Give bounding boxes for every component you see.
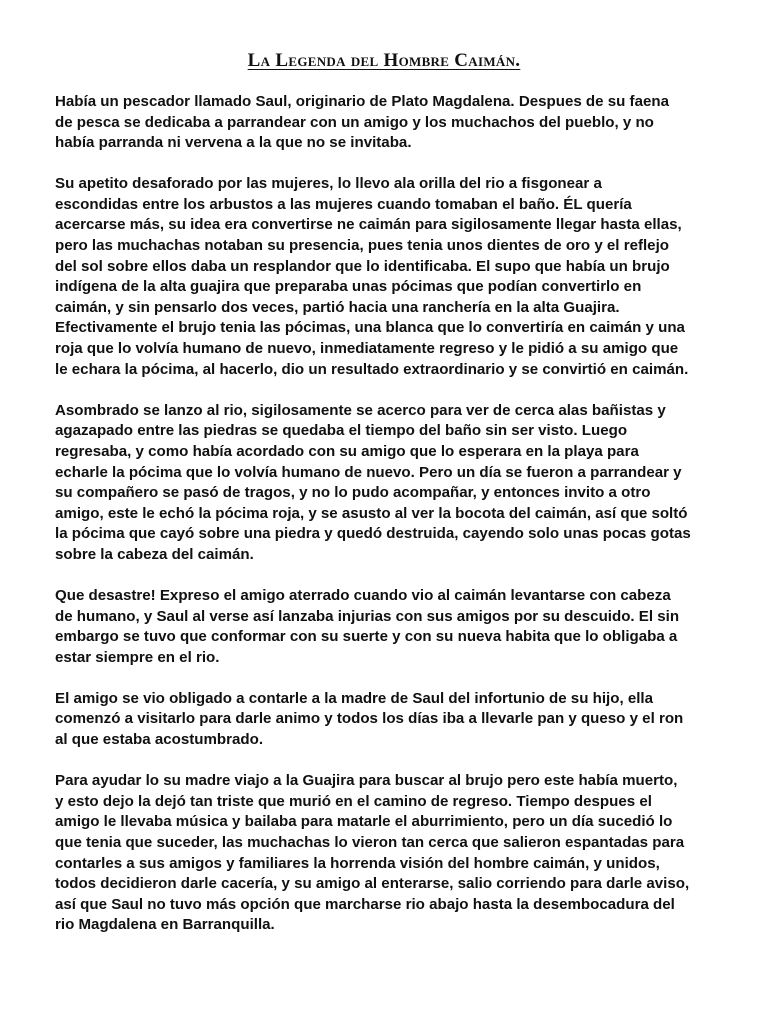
text-line: su compañero se pasó de tragos, y no lo pudo acompañar, y entonces invito a otro: [55, 484, 651, 502]
text-line: caimán, y sin pensarlo dos veces, partió hacia una ranchería en la alta Guajira.: [55, 298, 620, 316]
text-line: al que estaba acostumbrado.: [55, 731, 264, 749]
text-line: que tenia que suceder, las muchachas lo vieron tan cerca que salieron espantadas para: [55, 833, 685, 851]
text-line: de humano, y Saul al verse así lanzaba injurias con sus amigos por su descuido. El sin: [55, 607, 680, 625]
text-line: del sol sobre ellos daba un resplandor que lo identificaba. El supo que había un brujo: [55, 257, 670, 275]
text-line: pero las muchachas notaban su presencia, pues tenia unos dientes de oro y el reflejo: [55, 237, 669, 255]
text-line: roja que lo volvía humano de nuevo, inmediatamente regreso y le pidió a su amigo que: [55, 340, 679, 358]
text-line: Asombrado se lanzo al rio, sigilosamente se acerco para ver de cerca alas bañistas y: [55, 401, 666, 419]
text-line: comenzó a visitarlo para darle animo y todos los días iba a llevarle pan y queso y el ron: [55, 710, 684, 728]
text-line: de pesca se dedicaba a parrandear con un amigo y los muchachos del pueblo, y no: [55, 113, 654, 131]
text-line: acercarse más, su idea era convertirse ne caimán para sigilosamente llegar hasta ellas,: [55, 216, 682, 234]
text-line: contarles a sus amigos y familiares la horrenda visión del hombre caimán, y unidos,: [55, 854, 660, 872]
text-line: todos decidieron darle cacería, y su amigo al enterarse, salio corriendo para darle aviso,: [55, 875, 690, 893]
text-line: Efectivamente el brujo tenia las pócimas, una blanca que lo convertiría en caimán y una: [55, 319, 685, 337]
paragraph: [55, 586, 715, 668]
text-line: Que desastre! Expreso el amigo aterrado cuando vio al caimán levantarse con cabeza: [55, 586, 671, 604]
text-line: regresaba, y como había acordado con su amigo que lo esperara en la playa para: [55, 442, 639, 460]
text-line: había parranda ni vervena a la que no se invitaba.: [55, 134, 412, 152]
text-line: embargo se tuvo que conformar con su suerte y con su nueva habita que lo obligaba a: [55, 628, 678, 646]
text-line: echarle la pócima que lo volvía humano de nuevo. Pero un día se fueron a parrandear y: [55, 463, 682, 481]
text-line: escondidas entre los arbustos a las mujeres cuando tomaban el baño. ÉL quería: [55, 195, 632, 213]
text-line: la pócima que cayó sobre una piedra y quedó destruida, cayendo solo unas pocas gotas: [55, 525, 691, 543]
text-line: estar siempre en el rio.: [55, 648, 220, 666]
text-line: El amigo se vio obligado a contarle a la madre de Saul del infortunio de su hijo, ella: [55, 689, 654, 707]
document-title: La Legenda del Hombre Caimán.: [247, 50, 521, 71]
paragraph: [55, 401, 715, 566]
paragraph: [55, 174, 715, 380]
text-line: rio Magdalena en Barranquilla.: [55, 916, 275, 934]
text-line: y esto dejo la dejó tan triste que murió en el camino de regreso. Tiempo despues el: [55, 792, 652, 810]
text-line: indígena de la alta guajira que preparaba unas pócimas que podían convertirlo en: [55, 278, 642, 296]
paragraph: [55, 771, 715, 936]
paragraph: [55, 689, 715, 751]
text-line: amigo, este le echó la pócima roja, y se asusto al ver la bocota del caimán, así que soltó: [55, 504, 688, 522]
document-body: [55, 92, 715, 956]
text-line: Su apetito desaforado por las mujeres, lo llevo ala orilla del rio a fisgonear a: [55, 175, 602, 193]
text-line: agazapado entre las piedras se quedaba el tiempo del baño sin ser visto. Luego: [55, 422, 628, 440]
text-line: Había un pescador llamado Saul, originario de Plato Magdalena. Despues de su faena: [55, 93, 669, 110]
text-line: así que Saul no tuvo más opción que marcharse rio abajo hasta la desembocadura del: [55, 895, 675, 913]
text-line: amigo le llevaba música y bailaba para matarle el aburrimiento, pero un día sucedió lo: [55, 813, 673, 831]
text-line: le echara la pócima, al hacerlo, dio un resultado extraordinario y se convirtió en caimán.: [55, 360, 689, 378]
paragraph: [55, 92, 715, 154]
text-line: sobre la cabeza del caimán.: [55, 545, 254, 563]
text-line: Para ayudar lo su madre viajo a la Guajira para buscar al brujo pero este había muerto,: [55, 772, 678, 790]
